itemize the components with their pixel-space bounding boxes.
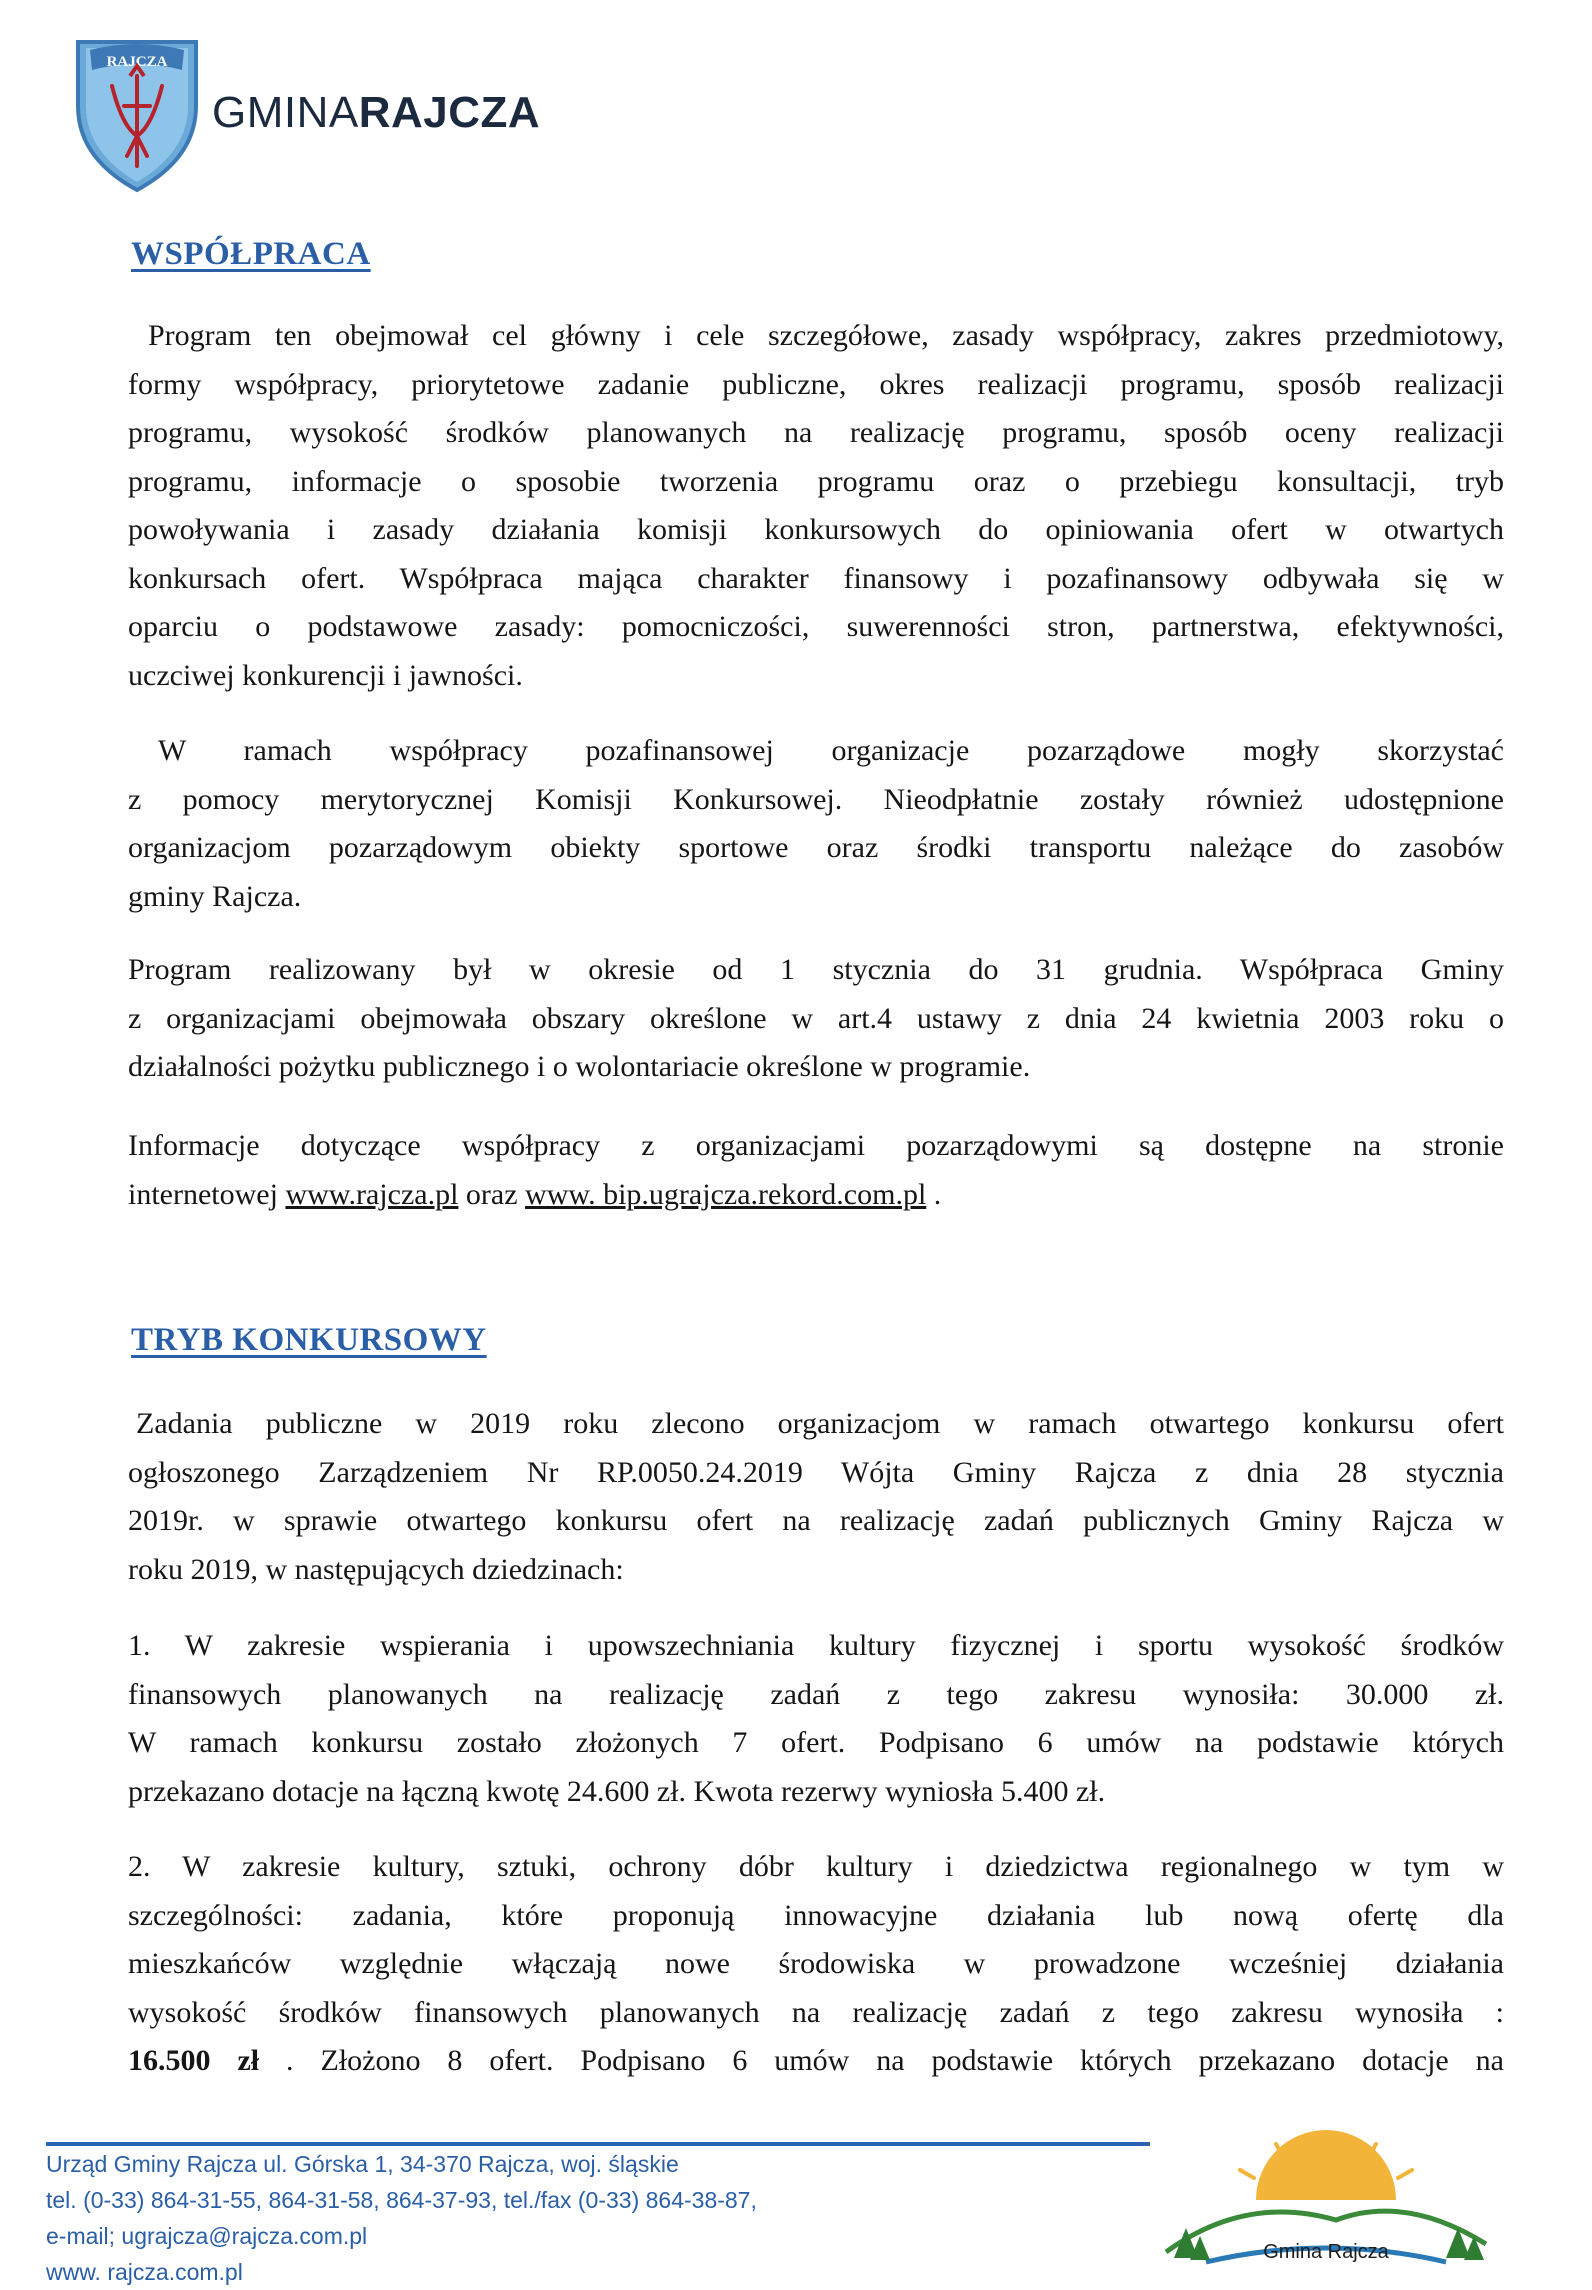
paragraph-info-links: [128, 1122, 1504, 1219]
text-line: roku 2019, w następujących dziedzinach:: [128, 1552, 624, 1586]
text-line: W ramach współpracy pozafinansowej organizacje pozarządowe mogły skorzystać: [158, 734, 1504, 767]
paragraph-contest-intro: [128, 1449, 1504, 1595]
shield-text: RAJCZA: [106, 54, 168, 70]
gmina-rajcza-footer-logo: [1146, 2130, 1506, 2278]
link-bip-ugrajcza[interactable]: www. bip.ugrajcza.rekord.com.pl: [525, 1177, 927, 1211]
list-item-culture: [128, 1843, 1504, 2086]
text-line: Program ten obejmował cel główny i cele szczegółowe, zasady współpracy, zakres przedmiotowy,: [148, 319, 1504, 352]
text-line: działalności pożytku publicznego i o wolontariacie określone w programie.: [128, 1050, 1031, 1083]
paragraph-program-scope-cont: [128, 361, 1504, 701]
paragraph-nonfinancial: [128, 776, 1504, 922]
text-line: Informacje dotyczące współpracy z organizacjami pozarządowymi są dostępne na stronie: [128, 1129, 1504, 1162]
footer-logo-text: Gmina Rajcza: [1263, 2241, 1389, 2263]
text-line: konkursach ofert. Współpraca mająca charakter finansowy i pozafinansowy odbywała się w: [128, 561, 1504, 595]
text-line: ogłoszonego Zarządzeniem Nr RP.0050.24.2019 Wójta Gminy Rajcza z dnia 28 stycznia: [128, 1455, 1504, 1489]
text-line: uczciwej konkurencji i jawności.: [128, 658, 523, 692]
text-middle: oraz: [458, 1177, 526, 1211]
paragraph-program-scope: [128, 312, 1504, 361]
footer-email[interactable]: e-mail; ugrajcza@rajcza.com.pl: [46, 2223, 368, 2249]
text-line: powoływania i zasady działania komisji konkursowych do opiniowania ofert w otwartych: [128, 513, 1504, 546]
text-line: finansowych planowanych na realizację zadań z tego zakresu wynosiła: 30.000 zł.: [128, 1677, 1504, 1711]
footer-phone: tel. (0-33) 864-31-55, 864-31-58, 864-37-93, tel./fax (0-33) 864-38-87,: [46, 2187, 757, 2213]
text-line: 2. W zakresie kultury, sztuki, ochrony dóbr kultury i dziedzictwa regionalnego w tym w: [128, 1850, 1504, 1883]
footer-website[interactable]: www. rajcza.com.pl: [46, 2259, 243, 2285]
gmina-rajcza-shield-logo: [72, 36, 202, 194]
brand-light: GMINA: [212, 88, 359, 137]
text-line: programu, informacje o sposobie tworzenia programu oraz o przebiegu konsultacji, tryb: [128, 464, 1504, 498]
text-line: Zadania publiczne w 2019 roku zlecono organizacjom w ramach otwartego konkursu ofert: [136, 1407, 1504, 1440]
text-line: 2019r. w sprawie otwartego konkursu ofert na realizację zadań publicznych Gminy Rajcza w: [128, 1504, 1504, 1537]
text-line: 1. W zakresie wspierania i upowszechniania kultury fizycznej i sportu wysokość środków: [128, 1629, 1504, 1662]
heading-wspolpraca: WSPÓŁPRACA: [131, 236, 371, 272]
text-line-links: [128, 1171, 1504, 1220]
link-rajcza-pl[interactable]: www.rajcza.pl: [285, 1177, 459, 1211]
text-line: szczególności: zadania, które proponują innowacyjne działania lub nową ofertę dla: [128, 1898, 1504, 1932]
paragraph-program-period: [128, 946, 1504, 1092]
footer-address: Urząd Gminy Rajcza ul. Górska 1, 34-370 Rajcza, woj. śląskie: [46, 2151, 679, 2177]
text-rest: . Złożono 8 ofert. Podpisano 6 umów na podstawie których przekazano dotacje na: [259, 2044, 1504, 2077]
text-prefix: internetowej: [128, 1177, 286, 1211]
text-line: przekazano dotacje na łączną kwotę 24.600 zł. Kwota rezerwy wyniosła 5.400 zł.: [128, 1774, 1106, 1808]
paragraph-contest-intro-first: [128, 1400, 1504, 1449]
text-line: W ramach konkursu zostało złożonych 7 ofert. Podpisano 6 umów na podstawie których: [128, 1726, 1504, 1759]
amount-culture: 16.500 zł: [128, 2044, 260, 2077]
text-line: z pomocy merytorycznej Komisji Konkursowej. Nieodpłatnie zostały również udostępnione: [128, 782, 1504, 816]
text-line: organizacjom pozarządowym obiekty sportowe oraz środki transportu należące do zasobów: [128, 831, 1504, 864]
text-line-amount: [128, 2037, 1504, 2086]
footer-contact: [46, 2146, 757, 2290]
brand-wordmark: [212, 88, 540, 138]
heading-tryb-konkursowy: TRYB KONKURSOWY: [131, 1322, 487, 1358]
text-suffix: .: [926, 1177, 942, 1211]
text-line: mieszkańców względnie włączają nowe środowiska w prowadzone wcześniej działania: [128, 1947, 1504, 1980]
list-item-sport: [128, 1622, 1504, 1816]
text-line: z organizacjami obejmowała obszary określone w art.4 ustawy z dnia 24 kwietnia 2003 roku o: [128, 1001, 1504, 1035]
text-line: oparciu o podstawowe zasady: pomocniczości, suwerenności stron, partnerstwa, efektywności,: [128, 610, 1504, 643]
text-line: Program realizowany był w okresie od 1 stycznia do 31 grudnia. Współpraca Gminy: [128, 953, 1504, 986]
text-line: wysokość środków finansowych planowanych na realizację zadań z tego zakresu wynosiła :: [128, 1995, 1504, 2029]
text-line: formy współpracy, priorytetowe zadanie publiczne, okres realizacji programu, sposób realizacji: [128, 367, 1504, 401]
brand-bold: RAJCZA: [358, 88, 541, 137]
text-line: programu, wysokość środków planowanych na realizację programu, sposób oceny realizacji: [128, 416, 1504, 449]
text-line: gminy Rajcza.: [128, 879, 302, 913]
paragraph-nonfinancial-first: [128, 727, 1504, 776]
